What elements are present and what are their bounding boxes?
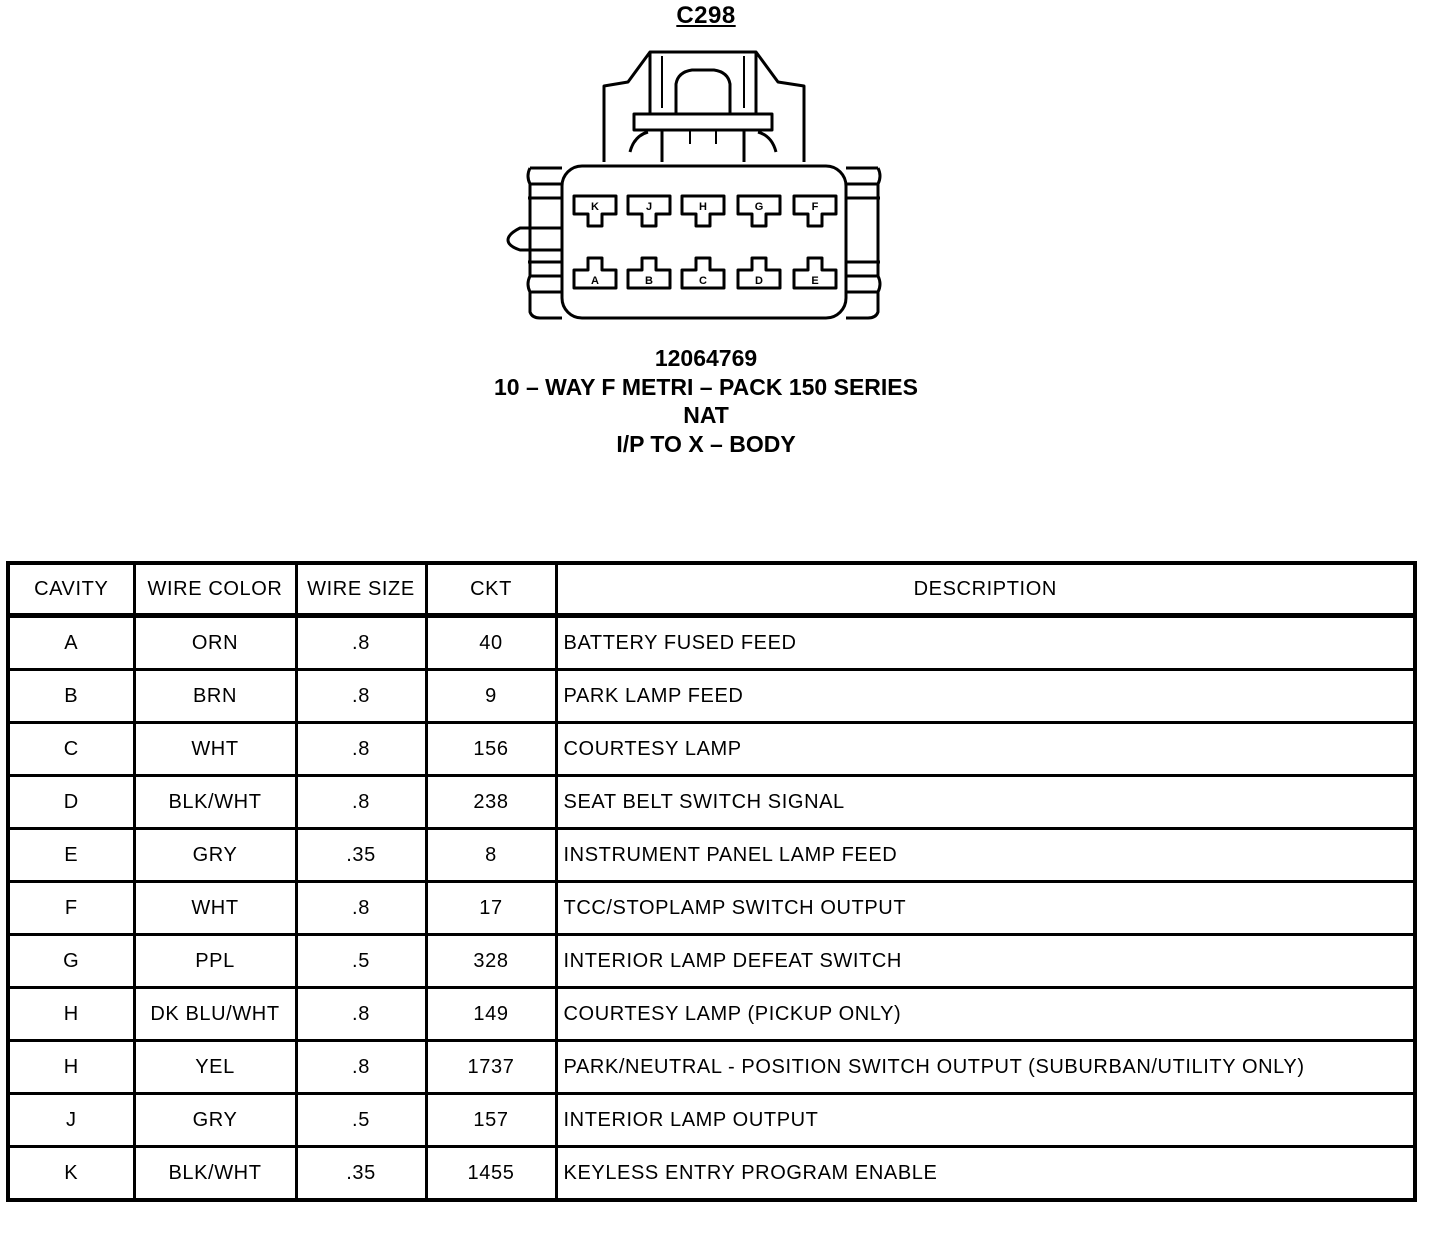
cell-wire-size: .8 (296, 882, 426, 935)
cell-wire-color: BRN (134, 670, 296, 723)
cavity-label-g: G (754, 201, 764, 213)
cell-wire-size: .8 (296, 1041, 426, 1094)
cell-wire-color: ORN (134, 616, 296, 670)
cell-description: PARK LAMP FEED (556, 670, 1415, 723)
cell-description: INSTRUMENT PANEL LAMP FEED (556, 829, 1415, 882)
table-row (8, 1094, 1415, 1147)
table-row (8, 616, 1415, 670)
cell-wire-color: DK BLU/WHT (134, 988, 296, 1041)
cell-ckt: 40 (426, 616, 556, 670)
cell-cavity: G (8, 935, 134, 988)
cell-cavity: H (8, 988, 134, 1041)
cell-ckt: 149 (426, 988, 556, 1041)
cell-wire-color: WHT (134, 882, 296, 935)
cell-ckt: 156 (426, 723, 556, 776)
connector-color: NAT (683, 402, 729, 428)
cell-wire-color: PPL (134, 935, 296, 988)
header-description: DESCRIPTION (556, 563, 1415, 616)
cell-ckt: 157 (426, 1094, 556, 1147)
table-row (8, 723, 1415, 776)
cell-wire-size: .5 (296, 935, 426, 988)
cell-wire-size: .5 (296, 1094, 426, 1147)
cell-wire-color: BLK/WHT (134, 1147, 296, 1201)
cell-cavity: D (8, 776, 134, 829)
cell-ckt: 9 (426, 670, 556, 723)
connector-face-drawing (500, 44, 892, 330)
cell-wire-size: .8 (296, 988, 426, 1041)
cell-cavity: E (8, 829, 134, 882)
cell-ckt: 8 (426, 829, 556, 882)
cell-description: TCC/STOPLAMP SWITCH OUTPUT (556, 882, 1415, 935)
cell-wire-color: GRY (134, 1094, 296, 1147)
cell-wire-size: .8 (296, 616, 426, 670)
cavity-label-h: H (699, 201, 707, 213)
cell-wire-color: YEL (134, 1041, 296, 1094)
cell-wire-size: .35 (296, 1147, 426, 1201)
connector-caption (0, 344, 1412, 458)
cavity-label-e: E (811, 275, 819, 287)
cell-wire-size: .8 (296, 723, 426, 776)
cavity-label-b: B (645, 275, 653, 287)
cell-wire-color: GRY (134, 829, 296, 882)
cavity-label-d: D (755, 275, 763, 287)
cavity-label-a: A (591, 275, 599, 287)
table-row (8, 1041, 1415, 1094)
header-wire-color: WIRE COLOR (134, 563, 296, 616)
cell-ckt: 328 (426, 935, 556, 988)
cavity-label-k: K (591, 201, 599, 213)
connector-id-title: C298 (676, 2, 736, 29)
table-header-row (8, 563, 1415, 616)
table-row (8, 988, 1415, 1041)
cell-cavity: A (8, 616, 134, 670)
table-row (8, 829, 1415, 882)
cell-cavity: K (8, 1147, 134, 1201)
cell-description: INTERIOR LAMP OUTPUT (556, 1094, 1415, 1147)
cell-description: BATTERY FUSED FEED (556, 616, 1415, 670)
cavity-label-c: C (699, 275, 707, 287)
cell-description: KEYLESS ENTRY PROGRAM ENABLE (556, 1147, 1415, 1201)
header-wire-size: WIRE SIZE (296, 563, 426, 616)
connector-location: I/P TO X – BODY (616, 430, 796, 457)
cell-cavity: F (8, 882, 134, 935)
cell-ckt: 17 (426, 882, 556, 935)
cell-description: SEAT BELT SWITCH SIGNAL (556, 776, 1415, 829)
connector-type: 10 – WAY F METRI – PACK 150 SERIES (494, 373, 918, 400)
cell-wire-size: .8 (296, 670, 426, 723)
cell-cavity: H (8, 1041, 134, 1094)
cell-ckt: 1737 (426, 1041, 556, 1094)
cell-cavity: J (8, 1094, 134, 1147)
part-number: 12064769 (654, 345, 758, 371)
pinout-table (6, 561, 1417, 1202)
table-row (8, 882, 1415, 935)
header-cavity: CAVITY (8, 563, 134, 616)
cell-wire-color: WHT (134, 723, 296, 776)
cell-wire-color: BLK/WHT (134, 776, 296, 829)
table-row (8, 1147, 1415, 1201)
table-row (8, 935, 1415, 988)
table-row (8, 670, 1415, 723)
cell-wire-size: .35 (296, 829, 426, 882)
cell-description: COURTESY LAMP (556, 723, 1415, 776)
cell-ckt: 1455 (426, 1147, 556, 1201)
cell-wire-size: .8 (296, 776, 426, 829)
header-ckt: CKT (426, 563, 556, 616)
cavity-label-j: J (645, 201, 653, 213)
cell-cavity: C (8, 723, 134, 776)
table-row (8, 776, 1415, 829)
cell-ckt: 238 (426, 776, 556, 829)
cell-description: COURTESY LAMP (PICKUP ONLY) (556, 988, 1415, 1041)
cell-cavity: B (8, 670, 134, 723)
cell-description: PARK/NEUTRAL - POSITION SWITCH OUTPUT (SUBURBAN/UTILITY ONLY) (556, 1041, 1415, 1094)
cavity-label-f: F (811, 201, 819, 213)
cell-description: INTERIOR LAMP DEFEAT SWITCH (556, 935, 1415, 988)
